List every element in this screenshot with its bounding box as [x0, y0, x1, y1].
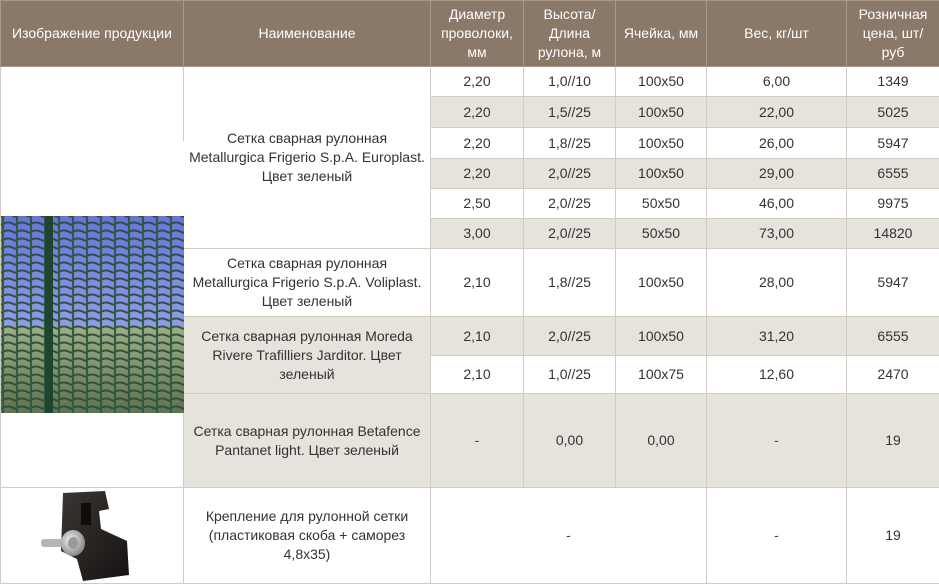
cell-diameter: 3,00	[431, 219, 524, 249]
cell-weight: 22,00	[707, 97, 847, 128]
product-name: Сетка сварная рулонная Moreda Rivere Trafilliers Jarditor. Цвет зеленый	[184, 317, 431, 394]
cell-weight: 28,00	[707, 249, 847, 317]
cell-price: 9975	[847, 189, 939, 219]
cell-diameter: 2,20	[431, 159, 524, 189]
cell-mesh: 50х50	[616, 219, 707, 249]
cell-mesh: 100х50	[616, 97, 707, 128]
clip-photo-image	[1, 489, 184, 583]
cell-diameter: 2,10	[431, 317, 524, 356]
cell-weight: 26,00	[707, 128, 847, 159]
cell-price: 5025	[847, 97, 939, 128]
cell-price: 5947	[847, 128, 939, 159]
cell-height: 1,8//25	[524, 128, 616, 159]
cell-mesh: 0,00	[616, 394, 707, 488]
cell-weight: -	[707, 488, 847, 584]
cell-height: 1,8//25	[524, 249, 616, 317]
cell-price: 19	[847, 394, 939, 488]
cell-mesh: 100х50	[616, 128, 707, 159]
cell-price: 1349	[847, 67, 939, 97]
header-height: Высота/ Длина рулона, м	[524, 1, 616, 67]
cell-weight: 12,60	[707, 356, 847, 394]
cell-height: 1,0//10	[524, 67, 616, 97]
cell-weight: 31,20	[707, 317, 847, 356]
table-row	[1, 488, 939, 584]
cell-price: 6555	[847, 159, 939, 189]
fence-photo-cell	[1, 67, 184, 488]
cell-diameter: 2,20	[431, 67, 524, 97]
cell-mesh: 50х50	[616, 189, 707, 219]
cell-mesh: 100х50	[616, 67, 707, 97]
cell-mesh: 100х50	[616, 159, 707, 189]
cell-height: 0,00	[524, 394, 616, 488]
cell-mesh: 100х75	[616, 356, 707, 394]
cell-diameter: 2,20	[431, 128, 524, 159]
cell-height: 1,5//25	[524, 97, 616, 128]
product-name: Сетка сварная рулонная Metallurgica Frigerio S.p.A. Europlast. Цвет зеленый	[184, 67, 431, 249]
cell-diameter: 2,10	[431, 356, 524, 394]
cell-height: 2,0//25	[524, 159, 616, 189]
table-header-row	[1, 1, 939, 67]
cell-weight: 6,00	[707, 67, 847, 97]
cell-price: 5947	[847, 249, 939, 317]
clip-photo-cell	[1, 488, 184, 584]
product-name: Сетка сварная рулонная Betafence Pantanet light. Цвет зеленый	[184, 394, 431, 488]
header-image: Изображение продукции	[1, 1, 184, 67]
cell-height: 2,0//25	[524, 189, 616, 219]
cell-weight: 46,00	[707, 189, 847, 219]
cell-price: 19	[847, 488, 939, 584]
cell-height: 1,0//25	[524, 356, 616, 394]
cell-height: 2,0//25	[524, 219, 616, 249]
table-row	[1, 67, 939, 97]
cell-diameter: 2,50	[431, 189, 524, 219]
cell-price: 6555	[847, 317, 939, 356]
cell-diameter: 2,10	[431, 249, 524, 317]
header-diameter: Диаметр проволоки, мм	[431, 1, 524, 67]
fence-photo-image	[1, 141, 184, 413]
cell-price: 2470	[847, 356, 939, 394]
cell-height: 2,0//25	[524, 317, 616, 356]
cell-height: -	[431, 488, 707, 584]
cell-mesh: 100х50	[616, 317, 707, 356]
header-price: Розничная цена, шт/ руб	[847, 1, 939, 67]
product-name: Сетка сварная рулонная Metallurgica Frigerio S.p.A. Voliplast. Цвет зеленый	[184, 249, 431, 317]
cell-diameter: 2,20	[431, 97, 524, 128]
cell-price: 14820	[847, 219, 939, 249]
header-name: Наименование	[184, 1, 431, 67]
cell-weight: 73,00	[707, 219, 847, 249]
product-name: Крепление для рулонной сетки (пластиковая скоба + саморез 4,8х35)	[184, 488, 431, 584]
cell-weight: -	[707, 394, 847, 488]
cell-diameter: -	[431, 394, 524, 488]
cell-mesh: 100х50	[616, 249, 707, 317]
header-cell: Ячейка, мм	[616, 1, 707, 67]
header-weight: Вес, кг/шт	[707, 1, 847, 67]
cell-weight: 29,00	[707, 159, 847, 189]
